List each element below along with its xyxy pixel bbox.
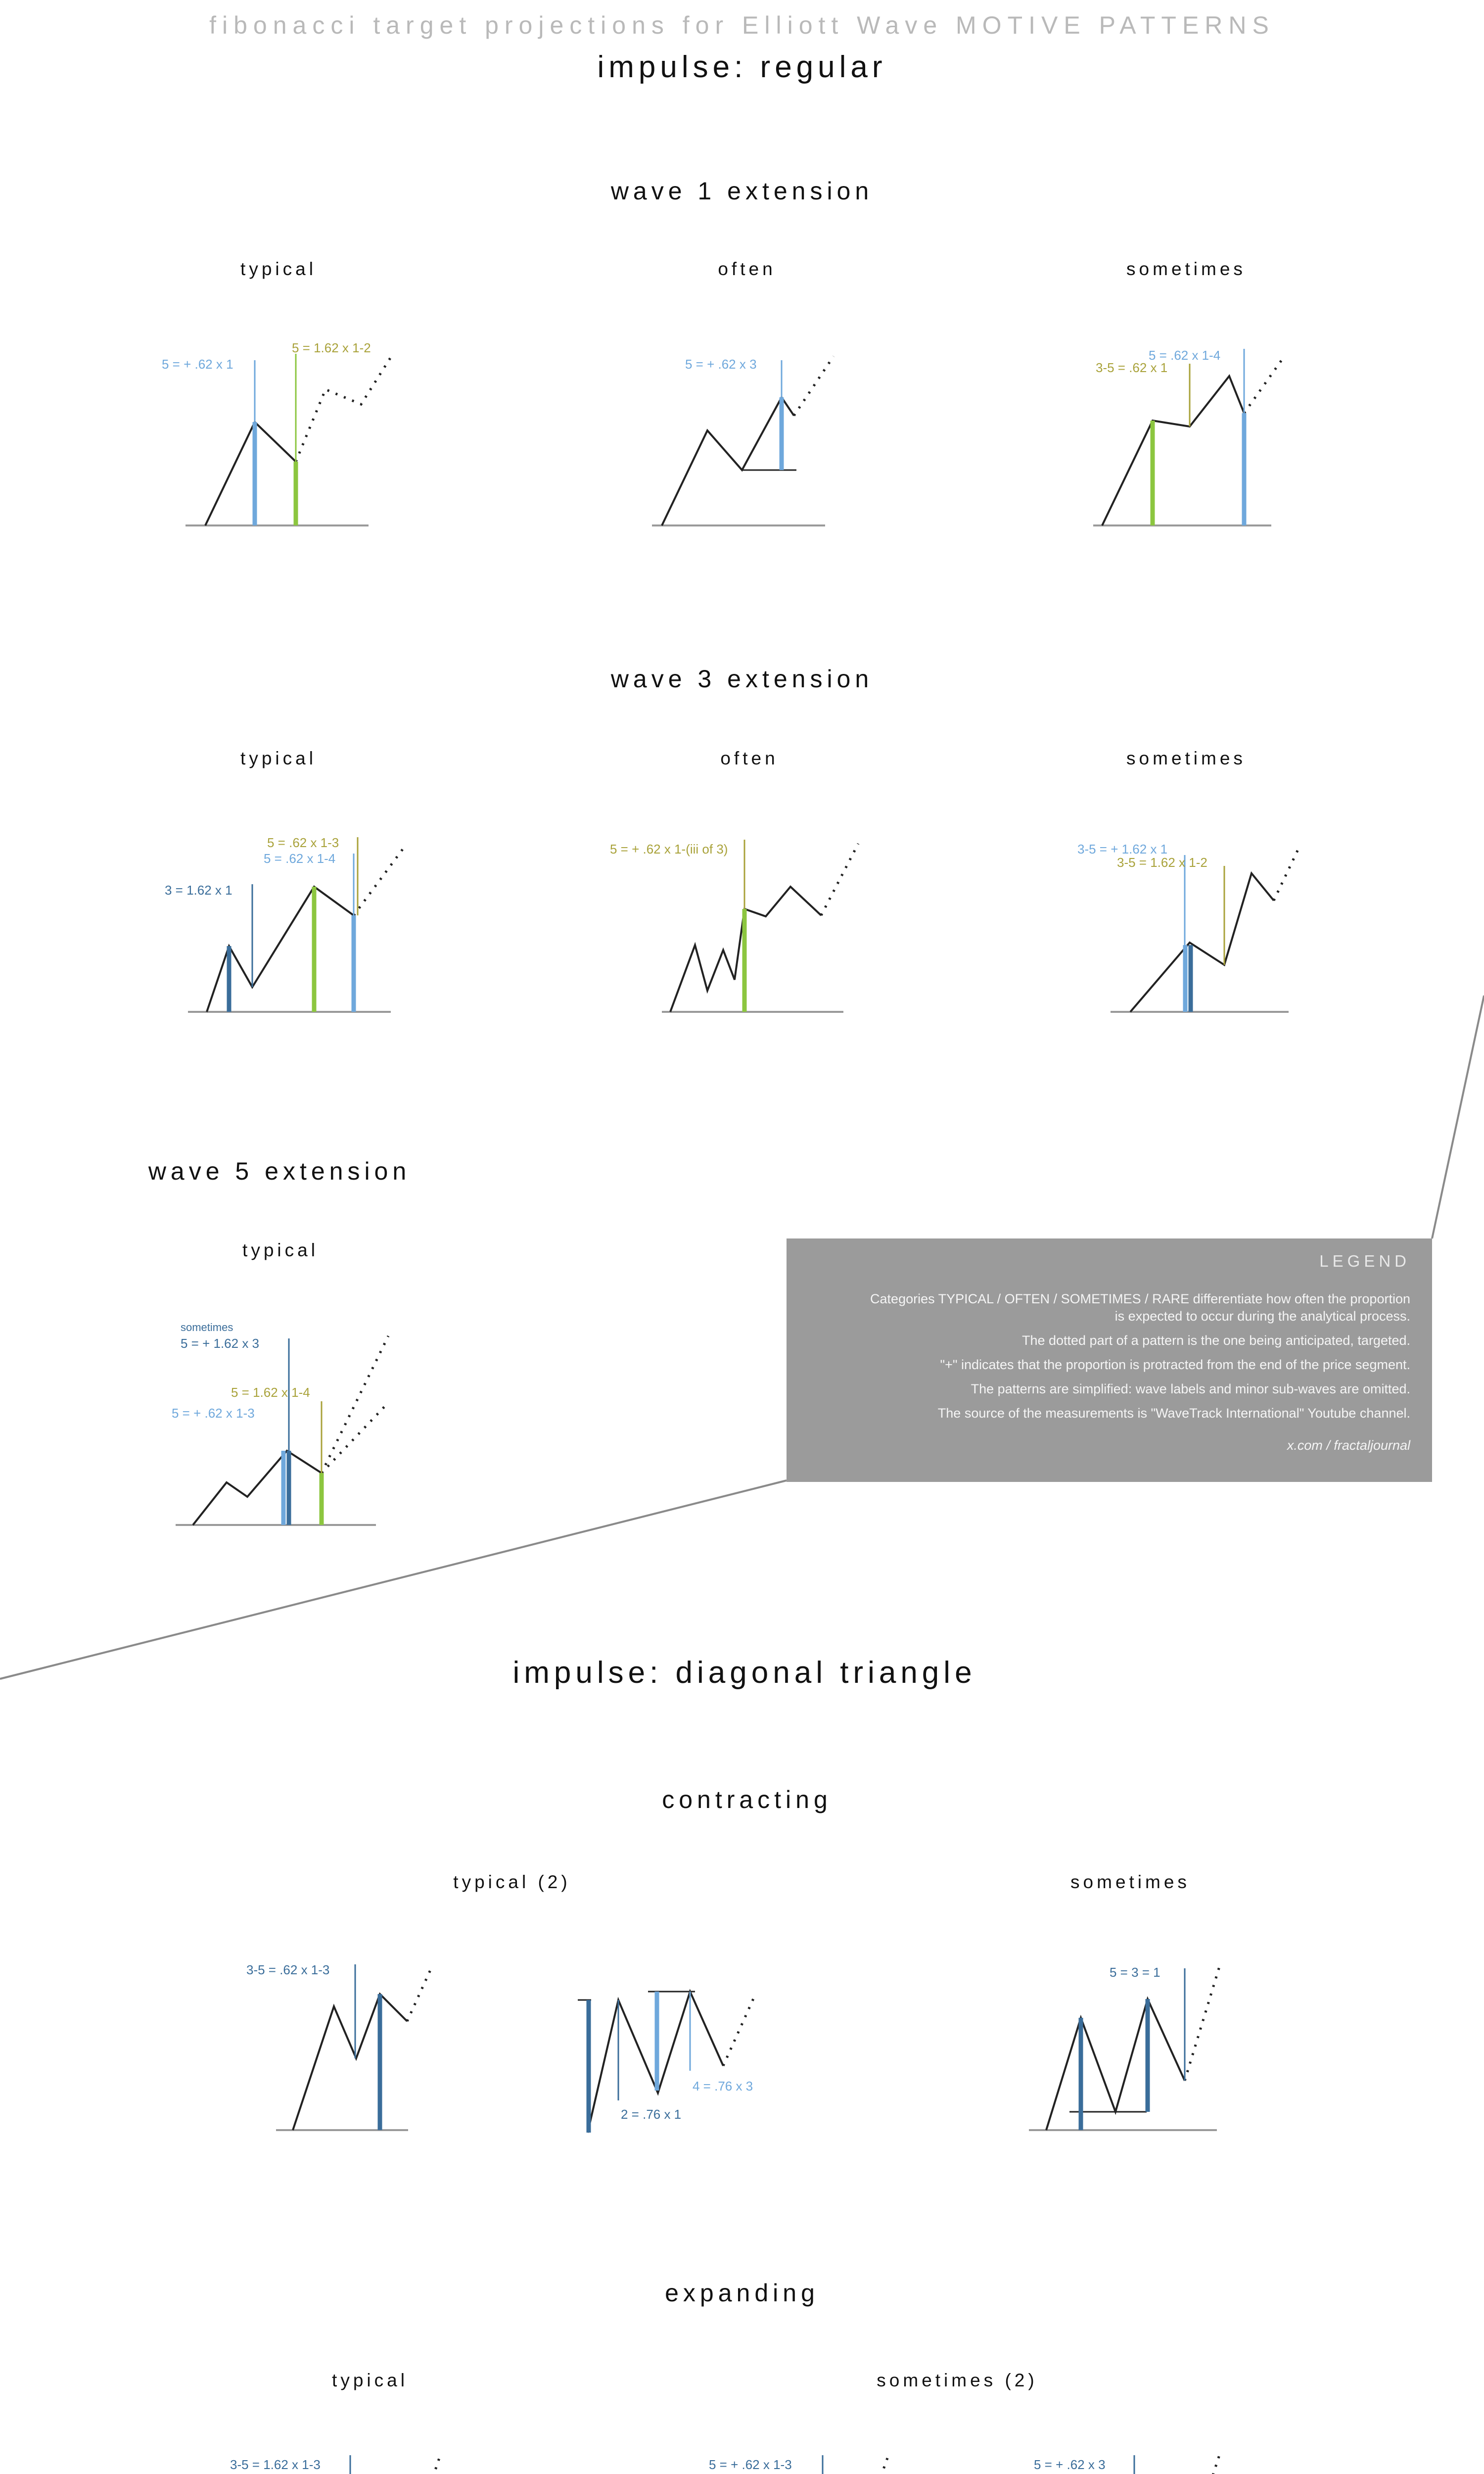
annotation-w1-typical-b: 5 = 1.62 x 1-2	[292, 340, 371, 355]
legend-box	[787, 1238, 1432, 1482]
section-title-regular: impulse: regular	[597, 50, 887, 84]
contracting-sometimes-label: sometimes	[1070, 1872, 1190, 1892]
annotation-w1-sometimes-a: 5 = .62 x 1-4	[1149, 348, 1221, 363]
annotation-w5-tag: sometimes	[181, 1321, 233, 1333]
target-dotted-path	[723, 1997, 754, 2066]
target-dotted-path	[1185, 1967, 1219, 2081]
annotation-w3-typical-a: 5 = .62 x 1-3	[267, 835, 339, 850]
legend-line-2: is expected to occur during the analytical process.	[1114, 1309, 1410, 1324]
target-dotted-path	[821, 844, 858, 915]
annotation-expanding-sometimes-b: 5 = + .62 x 3	[1034, 2457, 1106, 2472]
target-dotted-path	[322, 1336, 388, 1473]
annotation-w3-sometimes-b: 3-5 = 1.62 x 1-2	[1117, 855, 1207, 870]
wave3-title: wave 3 extension	[610, 665, 874, 693]
section-title-diagonal: impulse: diagonal triangle	[512, 1656, 976, 1690]
target-dotted-path	[322, 1405, 386, 1473]
wave-path	[1130, 873, 1274, 1012]
wave-path	[205, 422, 296, 525]
wave3-often-label: often	[720, 748, 779, 768]
wave1-typical-label: typical	[240, 259, 317, 279]
annotation-w3-typical-b: 5 = .62 x 1-4	[264, 851, 336, 866]
pattern-w3-sometimes	[1111, 849, 1298, 1012]
wave1-sometimes-label: sometimes	[1126, 259, 1246, 279]
wave-path	[662, 397, 794, 525]
annotation-w5-b: 5 = 1.62 x 1-4	[231, 1385, 310, 1400]
legend-line-6: The source of the measurements is "WaveTrack International" Youtube channel.	[937, 1406, 1410, 1421]
annotation-w5-a: 5 = + 1.62 x 3	[181, 1336, 260, 1351]
contracting-typical-label: typical (2)	[453, 1872, 571, 1892]
pattern-contracting-typical-a	[276, 1964, 432, 2130]
legend-title: LEGEND	[1319, 1252, 1410, 1270]
super-title: fibonacci target projections for Elliott Wave MOTIVE PATTERNS	[209, 11, 1275, 39]
target-dotted-path	[1274, 849, 1298, 901]
wave1-title: wave 1 extension	[610, 177, 874, 205]
annotation-expanding-typical: 3-5 = 1.62 x 1-3	[230, 2457, 321, 2472]
pattern-w3-often	[662, 840, 858, 1012]
callout-line-lower	[0, 1480, 787, 1679]
target-dotted-path	[1177, 2455, 1219, 2474]
target-dotted-path	[354, 849, 403, 915]
annotation-w1-typical-a: 5 = + .62 x 1	[162, 357, 233, 372]
wave1-often-label: often	[718, 259, 776, 279]
wave5-typical-label: typical	[242, 1240, 319, 1260]
wave5-title: wave 5 extension	[148, 1157, 411, 1185]
contracting-title: contracting	[662, 1786, 832, 1813]
wave3-sometimes-label: sometimes	[1126, 748, 1246, 768]
annotation-w3-sometimes-a: 3-5 = + 1.62 x 1	[1077, 842, 1168, 856]
expanding-sometimes-label: sometimes (2)	[877, 2370, 1038, 2390]
annotation-w3-typical-c: 3 = 1.62 x 1	[165, 883, 232, 898]
target-dotted-path	[407, 1967, 432, 2021]
annotation-contracting-sometimes: 5 = 3 = 1	[1110, 1965, 1160, 1980]
legend-line-4: "+" indicates that the proportion is protracted from the end of the price segment.	[940, 1357, 1410, 1372]
pattern-w1-often	[652, 356, 834, 525]
annotation-w3-often: 5 = + .62 x 1-(iii of 3)	[610, 842, 728, 856]
wave-path	[293, 1994, 407, 2130]
pattern-w1-sometimes	[1093, 349, 1284, 525]
pattern-w1-typical	[186, 354, 391, 525]
target-dotted-path	[851, 2457, 888, 2474]
annotation-contracting-typical-c: 4 = .76 x 3	[693, 2079, 753, 2093]
annotation-contracting-typical-b: 2 = .76 x 1	[621, 2107, 682, 2122]
legend-line	[808, 1290, 1410, 1325]
legend-line-3: The dotted part of a pattern is the one being anticipated, targeted.	[1021, 1333, 1410, 1348]
target-dotted-path	[296, 357, 391, 462]
annotation-expanding-sometimes-a: 5 = + .62 x 1-3	[709, 2457, 792, 2472]
pattern-contracting-sometimes	[1029, 1967, 1219, 2130]
legend-line-5: The patterns are simplified: wave labels and minor sub-waves are omitted.	[971, 1381, 1410, 1396]
expanding-typical-label: typical	[332, 2370, 408, 2390]
annotation-w1-often: 5 = + .62 x 3	[685, 357, 757, 372]
pattern-w5-typical	[176, 1336, 388, 1525]
legend-line-1: Categories TYPICAL / OFTEN / SOMETIMES / RARE differentiate how often the proportion	[870, 1291, 1410, 1306]
annotation-w1-sometimes-b: 3-5 = .62 x 1	[1096, 360, 1168, 375]
target-dotted-path	[1244, 357, 1284, 413]
annotation-contracting-typical-a: 3-5 = .62 x 1-3	[246, 1962, 330, 1977]
target-dotted-path	[402, 2455, 440, 2474]
wave-path	[1046, 1999, 1185, 2130]
callout-line-upper	[1432, 996, 1484, 1238]
expanding-title: expanding	[665, 2279, 819, 2307]
target-dotted-path	[794, 356, 834, 416]
wave3-typical-label: typical	[240, 748, 317, 768]
legend-source: x.com / fractaljournal	[1287, 1438, 1410, 1453]
wave-path	[193, 1451, 322, 1525]
wave-path	[1102, 376, 1244, 525]
annotation-w5-c: 5 = + .62 x 1-3	[172, 1406, 255, 1421]
